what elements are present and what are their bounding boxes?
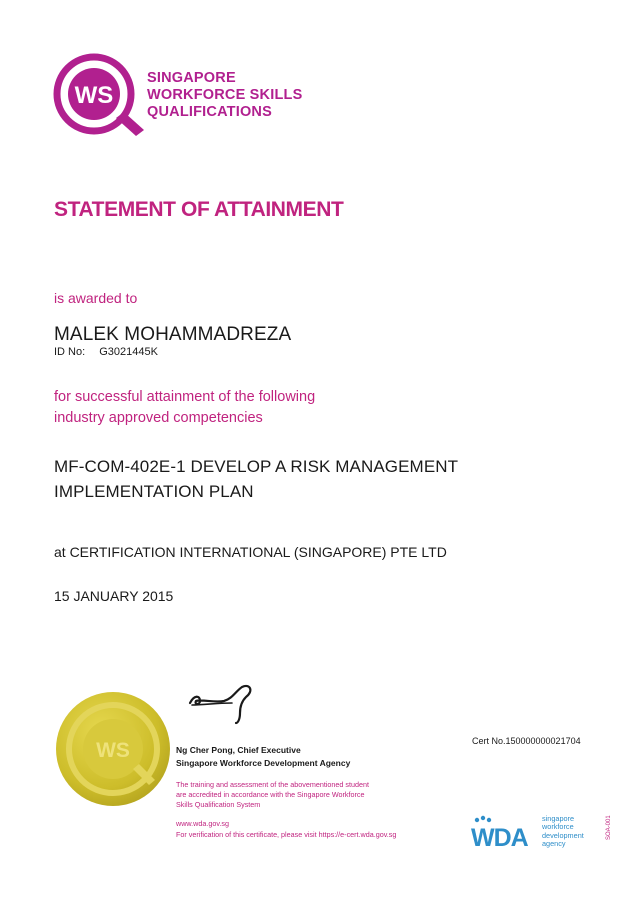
attainment-line-1: for successful attainment of the following [54,389,316,405]
certificate-number: Cert No.150000000021704 [472,736,581,746]
accreditation-line-3: Skills Qualification System [176,800,261,809]
wda-wordmark [542,815,584,848]
signer-agency: Singapore Workforce Development Agency [176,758,351,768]
logo-line-2: WORKFORCE SKILLS [147,87,303,103]
verification-link[interactable]: For verification of this certificate, please visit https://e-cert.wda.gov.sg [176,830,397,839]
document-title: STATEMENT OF ATTAINMENT [54,198,344,221]
signer-block [176,744,350,770]
wda-logo [470,812,540,852]
competency-line-1: MF-COM-402E-1 DEVELOP A RISK MANAGEMENT [54,457,459,476]
accreditation-line-2: are accredited in accordance with the Singapore Workforce [176,790,365,799]
training-provider: at CERTIFICATION INTERNATIONAL (SINGAPORE) PTE LTD [54,544,447,560]
website-link[interactable]: www.wda.gov.sg [176,819,229,828]
competency-title [54,454,458,504]
logo-initials: WS [74,82,114,109]
accreditation-line-1: The training and assessment of the abovementioned student [176,780,369,789]
logo-wordmark [147,70,302,121]
id-label: ID No: [54,346,86,358]
form-code: SOA-001 [606,815,612,840]
attainment-date: 15 JANUARY 2015 [54,588,174,604]
web-links [176,818,396,840]
id-row [54,346,158,358]
seal-initials: WS [96,739,130,762]
wda-line-3: development [542,830,584,840]
attainment-text [54,387,315,429]
signer-name: Ng Cher Pong, Chief Executive [176,745,301,755]
awarded-to-label: is awarded to [54,290,138,306]
signature-icon [188,683,270,725]
id-value: G3021445K [99,346,158,358]
recipient-name: MALEK MOHAMMADREZA [54,324,292,345]
wda-abbr: WDA [471,824,528,852]
logo-line-3: QUALIFICATIONS [147,104,272,120]
wda-line-1: singapore [542,814,575,823]
gold-seal-icon [54,690,172,808]
accreditation-note [176,780,369,810]
wda-line-4: agency [542,838,566,848]
wda-line-2: workforce [542,822,574,832]
wsq-logo [50,52,150,140]
attainment-line-2: industry approved competencies [54,410,263,426]
competency-line-2: IMPLEMENTATION PLAN [54,482,254,501]
logo-line-1: SINGAPORE [147,70,236,86]
